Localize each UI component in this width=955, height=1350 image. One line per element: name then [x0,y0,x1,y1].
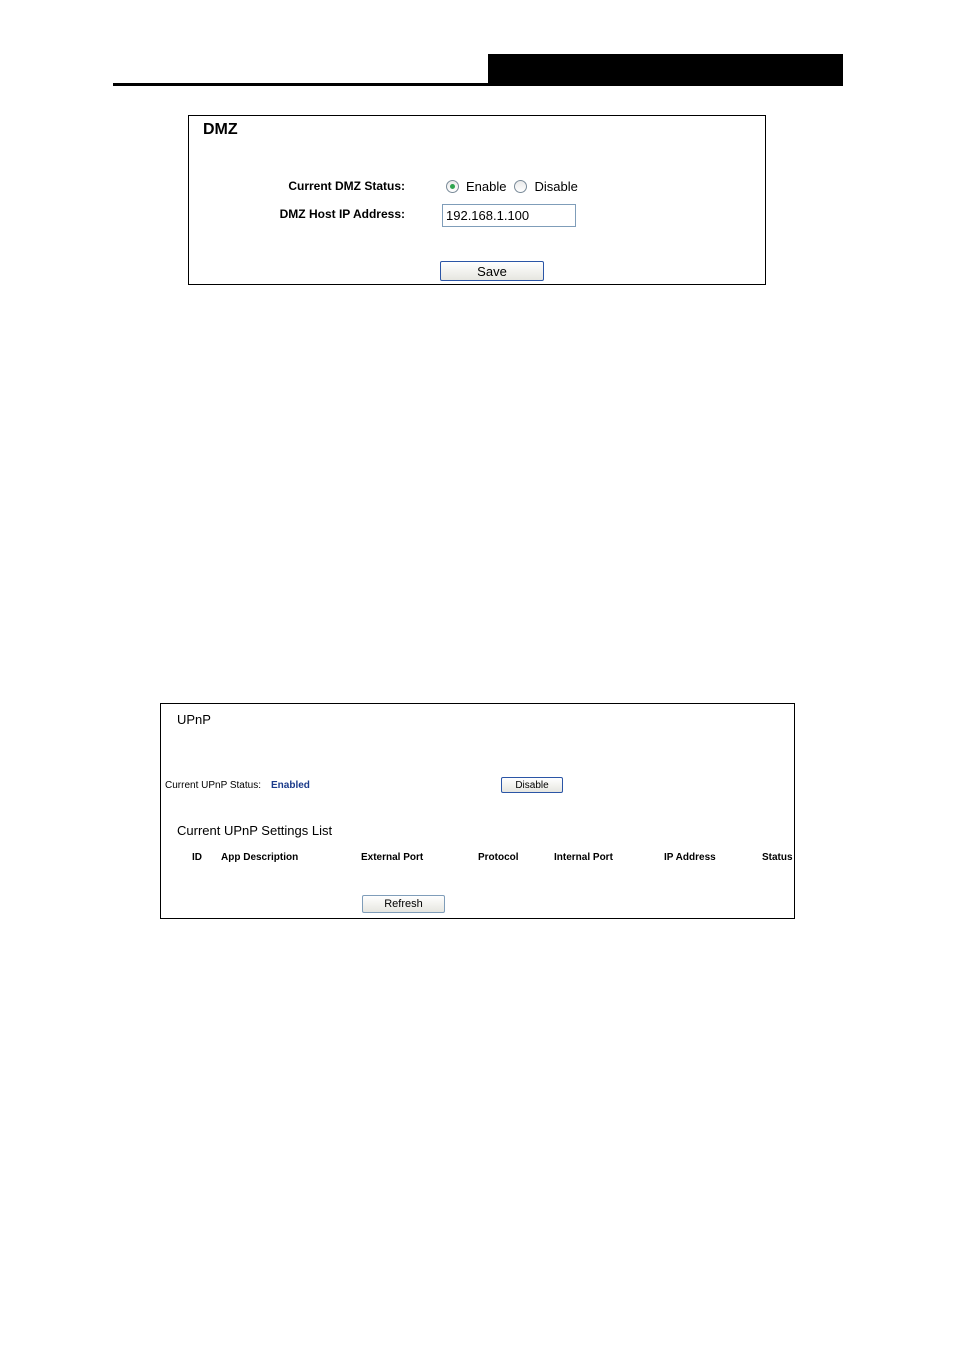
column-header-status: Status [762,852,793,863]
dmz-status-radio-group [446,179,586,194]
upnp-status-value: Enabled [271,780,310,791]
upnp-title: UPnP [177,712,211,727]
dmz-disable-label[interactable]: Disable [534,179,578,194]
column-header-protocol: Protocol [478,852,519,863]
dmz-status-label: Current DMZ Status: [288,179,405,193]
column-header-id: ID [192,852,202,863]
dmz-title: DMZ [203,121,238,138]
page-header-block [488,54,843,86]
column-header-external-port: External Port [361,852,424,863]
upnp-disable-button[interactable]: Disable [501,777,563,793]
dmz-enable-radio[interactable] [446,180,459,193]
dmz-host-ip-input[interactable] [442,204,576,227]
save-button[interactable]: Save [440,261,544,281]
upnp-status-label: Current UPnP Status: [165,780,261,791]
dmz-panel [188,115,766,285]
column-header-ip-address: IP Address [664,852,716,863]
column-header-app-description: App Description [221,852,299,863]
dmz-host-ip-label: DMZ Host IP Address: [279,207,405,221]
page-header-rule [113,83,843,86]
dmz-enable-label[interactable]: Enable [466,179,507,194]
column-header-internal-port: Internal Port [554,852,613,863]
upnp-settings-list-title: Current UPnP Settings List [177,823,333,838]
upnp-panel [160,703,795,919]
refresh-button[interactable]: Refresh [362,895,445,913]
dmz-disable-radio[interactable] [514,180,527,193]
